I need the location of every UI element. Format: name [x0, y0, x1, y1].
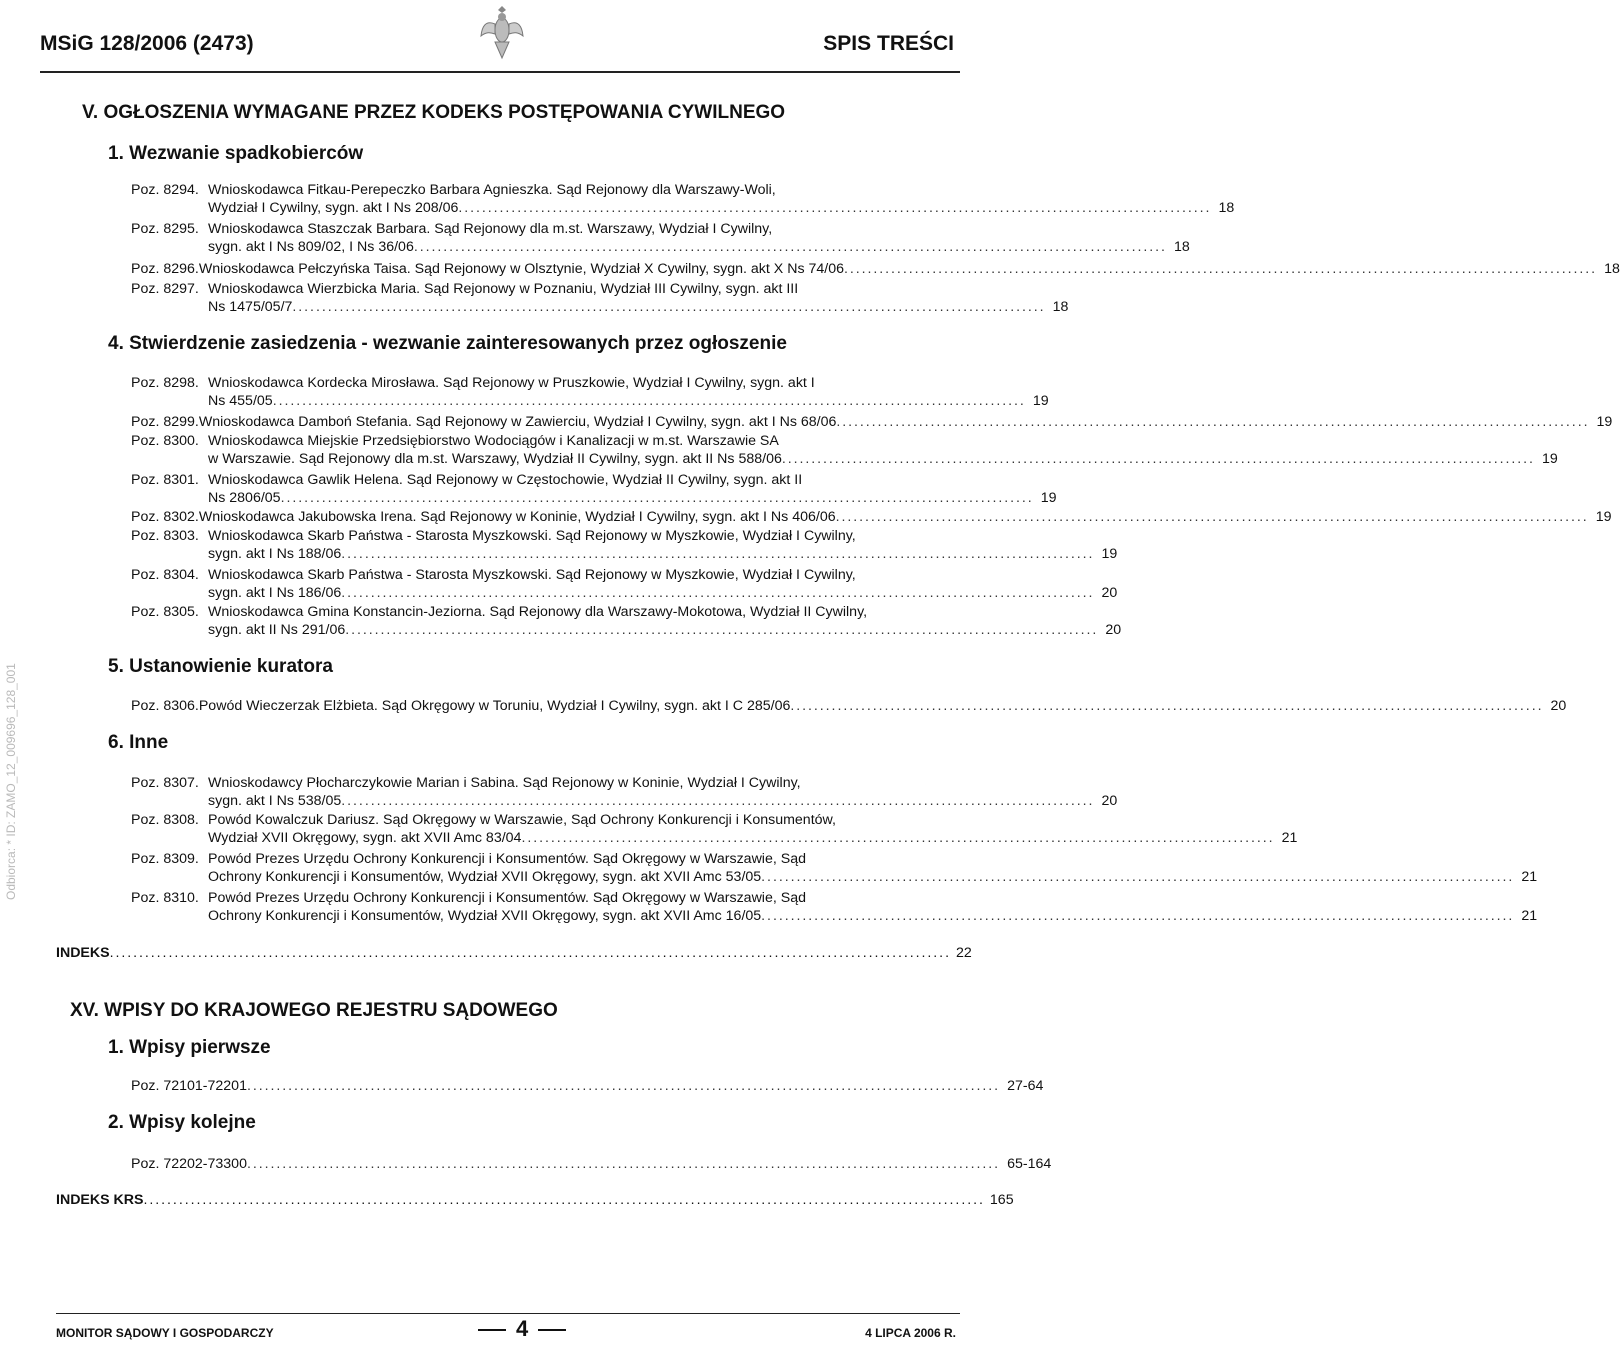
section-v-title: V. OGŁOSZENIA WYMAGANE PRZEZ KODEKS POSTĘPOWANIA CYWILNEGO: [82, 102, 786, 123]
toc-entry[interactable]: Poz. 8305. Wnioskodawca Gmina Konstancin-Jeziorna. Sąd Rejonowy dla Warszawy-Mokotowa, Wydział II Cywilny, sygn. akt II Ns 291/06 . . . 20: [131, 603, 960, 639]
toc-entry[interactable]: Poz. 8310. Powód Prezes Urzędu Ochrony Konkurencji i Konsumentów. Sąd Okręgowy w Warszawie, Sąd Ochrony Konkurencji i Konsumentów, Wydział XVII Okręgowy, sygn. akt XVII Amc 16/05 . . . 21: [131, 889, 960, 925]
index-krs-entry[interactable]: INDEKS KRS . . . 165: [56, 1192, 960, 1208]
toc-entry[interactable]: Poz. 8307. Wnioskodawcy Płocharczykowie Marian i Sabina. Sąd Rejonowy w Koninie, Wydział I Cywilny, sygn. akt I Ns 538/05 . . . 20: [131, 774, 960, 810]
section-xv-title: XV. WPISY DO KRAJOWEGO REJESTRU SĄDOWEGO: [70, 1000, 558, 1021]
section-title: SPIS TREŚCI: [823, 32, 954, 55]
toc-entry[interactable]: Poz. 8306. Powód Wieczerzak Elżbieta. Sąd Okręgowy w Toruniu, Wydział I Cywilny, sygn. akt I C 285/06 . . . 20: [131, 697, 960, 715]
toc-entry[interactable]: Poz. 8295. Wnioskodawca Staszczak Barbara. Sąd Rejonowy dla m.st. Warszawy, Wydział I Cywilny, sygn. akt I Ns 809/02, I Ns 36/06 . . . 18: [131, 220, 960, 256]
toc-entry[interactable]: Poz. 8308. Powód Kowalczuk Dariusz. Sąd Okręgowy w Warszawie, Sąd Ochrony Konkurencji i Konsumentów, Wydział XVII Okręgowy, sygn. akt XVII Amc 83/04 . . . 21: [131, 811, 960, 847]
footer-divider: [56, 1313, 960, 1314]
publication-name: MONITOR SĄDOWY I GOSPODARCZY: [56, 1326, 274, 1340]
toc-entry[interactable]: Poz. 8309. Powód Prezes Urzędu Ochrony Konkurencji i Konsumentów. Sąd Okręgowy w Warszawie, Sąd Ochrony Konkurencji i Konsumentów, Wydział XVII Okręgowy, sygn. akt XVII Amc 53/05 . . . 21: [131, 850, 960, 886]
toc-entry[interactable]: Poz. 8296. Wnioskodawca Pełczyńska Taisa. Sąd Rejonowy w Olsztynie, Wydział X Cywilny, sygn. akt X Ns 74/06 . . . 18: [131, 260, 960, 278]
publication-date: 4 LIPCA 2006 R.: [865, 1326, 956, 1340]
recipient-sidebar: Odbiorca: * ID: ZAMO_12_009696_128_001: [4, 663, 18, 900]
toc-entry[interactable]: Poz. 8303. Wnioskodawca Skarb Państwa - Starosta Myszkowski. Sąd Rejonowy w Myszkowie, Wydział I Cywilny, sygn. akt I Ns 188/06 . . . 19: [131, 527, 960, 563]
toc-entry[interactable]: Poz. 8300. Wnioskodawca Miejskie Przedsiębiorstwo Wodociągów i Kanalizacji w m.st. Warszawie SA w Warszawie. Sąd Rejonowy dla m.st. Warszawy, Wydział II Cywilny, sygn. akt II Ns 588/06 . . . 19: [131, 432, 960, 468]
header-divider: [40, 71, 960, 73]
toc-entry[interactable]: Poz. 8297. Wnioskodawca Wierzbicka Maria. Sąd Rejonowy w Poznaniu, Wydział III Cywilny, sygn. akt III Ns 1475/05/7 . . . 18: [131, 280, 960, 316]
toc-entry[interactable]: Poz. 8304. Wnioskodawca Skarb Państwa - Starosta Myszkowski. Sąd Rejonowy w Myszkowie, Wydział I Cywilny, sygn. akt I Ns 186/06 . . . 20: [131, 566, 960, 602]
toc-entry[interactable]: Poz. 8302. Wnioskodawca Jakubowska Irena. Sąd Rejonowy w Koninie, Wydział I Cywilny, sygn. akt I Ns 406/06 . . . 19: [131, 508, 960, 526]
toc-entry[interactable]: Poz. 8301. Wnioskodawca Gawlik Helena. Sąd Rejonowy w Częstochowie, Wydział II Cywilny, sygn. akt II Ns 2806/05 . . . 19: [131, 471, 960, 507]
index-entry[interactable]: INDEKS . . . 22: [56, 945, 960, 961]
section-xv-sub1: 1. Wpisy pierwsze: [108, 1037, 271, 1058]
toc-entry[interactable]: Poz. 72202-73300 . . . 65-164: [131, 1155, 960, 1173]
section-v-sub5: 5. Ustanowienie kuratora: [108, 656, 333, 677]
page-number: 4: [468, 1316, 576, 1342]
issue-number: MSiG 128/2006 (2473): [40, 32, 254, 55]
toc-entry[interactable]: Poz. 8299. Wnioskodawca Damboń Stefania. Sąd Rejonowy w Zawierciu, Wydział I Cywilny, sygn. akt I Ns 68/06 . . . 19: [131, 413, 960, 431]
section-v-sub6: 6. Inne: [108, 732, 169, 753]
toc-entry[interactable]: Poz. 72101-72201 . . . 27-64: [131, 1077, 960, 1095]
toc-entry[interactable]: Poz. 8298. Wnioskodawca Kordecka Mirosława. Sąd Rejonowy w Pruszkowie, Wydział I Cywilny, sygn. akt I Ns 455/05 . . . 19: [131, 374, 960, 410]
toc-entry[interactable]: Poz. 8294. Wnioskodawca Fitkau-Perepeczko Barbara Agnieszka. Sąd Rejonowy dla Warszawy-Woli, Wydział I Cywilny, sygn. akt I Ns 208/06 . . . 18: [131, 181, 960, 217]
section-xv-sub2: 2. Wpisy kolejne: [108, 1112, 256, 1133]
polish-eagle-icon: [480, 2, 524, 62]
section-v-sub4: 4. Stwierdzenie zasiedzenia - wezwanie zainteresowanych przez ogłoszenie: [108, 333, 787, 354]
section-v-sub1: 1. Wezwanie spadkobierców: [108, 143, 364, 164]
